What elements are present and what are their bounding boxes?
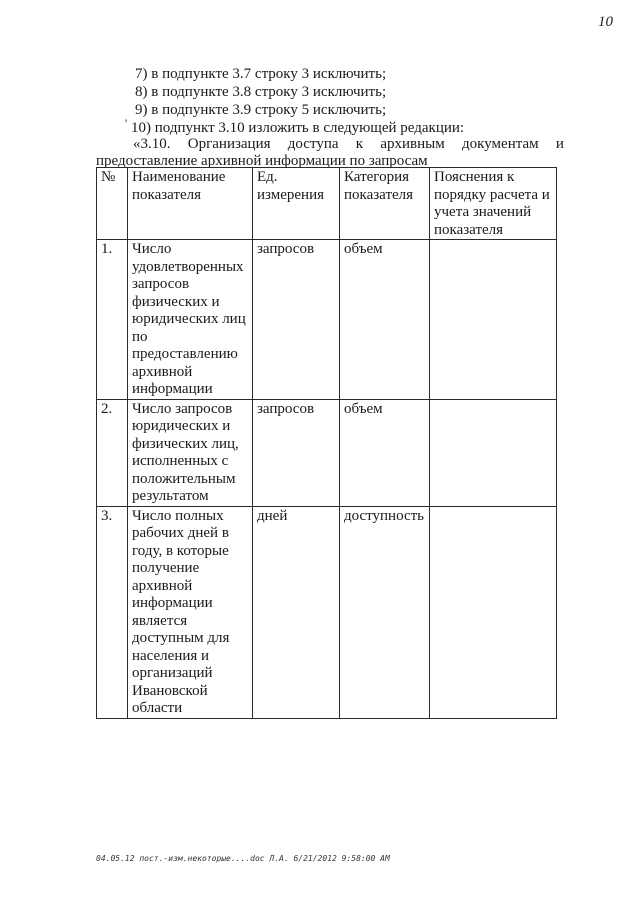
header-category: Категория показателя bbox=[340, 168, 430, 240]
row-note bbox=[430, 506, 557, 718]
section-heading-line2: предоставление архивной информации по запросам bbox=[96, 153, 428, 169]
header-unit: Ед. измерения bbox=[253, 168, 340, 240]
table-row bbox=[97, 399, 557, 506]
row-note bbox=[430, 399, 557, 506]
heading-word: и bbox=[555, 136, 564, 152]
heading-word: доступа bbox=[287, 136, 339, 152]
document-footer: 04.05.12 пост.-изм.некоторые....doc Л.А. 6/21/2012 9:58:00 AM bbox=[96, 854, 390, 863]
row-number: 2. bbox=[97, 399, 128, 506]
amendment-item-9: 9) в подпункте 3.9 строку 5 исключить; bbox=[135, 102, 387, 118]
amendment-item-8: 8) в подпункте 3.8 строку 3 исключить; bbox=[135, 84, 387, 100]
heading-word: «3.10. bbox=[133, 136, 171, 152]
row-number: 3. bbox=[97, 506, 128, 718]
heading-word: архивным bbox=[380, 136, 445, 152]
heading-word: документам bbox=[462, 136, 539, 152]
header-name: Наименование показателя bbox=[128, 168, 253, 240]
heading-word: к bbox=[355, 136, 364, 152]
row-number: 1. bbox=[97, 240, 128, 400]
row-category: объем bbox=[340, 240, 430, 400]
row-category: доступность bbox=[340, 506, 430, 718]
amendment-item-7: 7) в подпункте 3.7 строку 3 исключить; bbox=[135, 66, 387, 82]
header-note: Пояснения к порядку расчета и учета значений показателя bbox=[430, 168, 557, 240]
row-name: Число удовлетворенных запросов физических и юридических лиц по предоставлению архивной информации bbox=[128, 240, 253, 400]
table-row bbox=[97, 506, 557, 718]
page-number: 10 bbox=[598, 14, 613, 30]
amendment-item-10: 10) подпункт 3.10 изложить в следующей редакции: bbox=[131, 120, 465, 136]
row-unit: запросов bbox=[253, 399, 340, 506]
section-heading-line1 bbox=[133, 136, 564, 153]
row-note bbox=[430, 240, 557, 400]
table-header-row bbox=[97, 168, 557, 240]
table-row bbox=[97, 240, 557, 400]
row-category: объем bbox=[340, 399, 430, 506]
row-name: Число запросов юридических и физических лиц, исполненных с положительным результатом bbox=[128, 399, 253, 506]
header-number: № bbox=[97, 168, 128, 240]
row-unit: запросов bbox=[253, 240, 340, 400]
row-unit: дней bbox=[253, 506, 340, 718]
indicators-table bbox=[96, 167, 557, 719]
row-name: Число полных рабочих дней в году, в которые получение архивной информации является доступным для населения и организаций Ивановской области bbox=[128, 506, 253, 718]
heading-word: Организация bbox=[187, 136, 271, 152]
margin-mark: ' bbox=[125, 116, 128, 130]
